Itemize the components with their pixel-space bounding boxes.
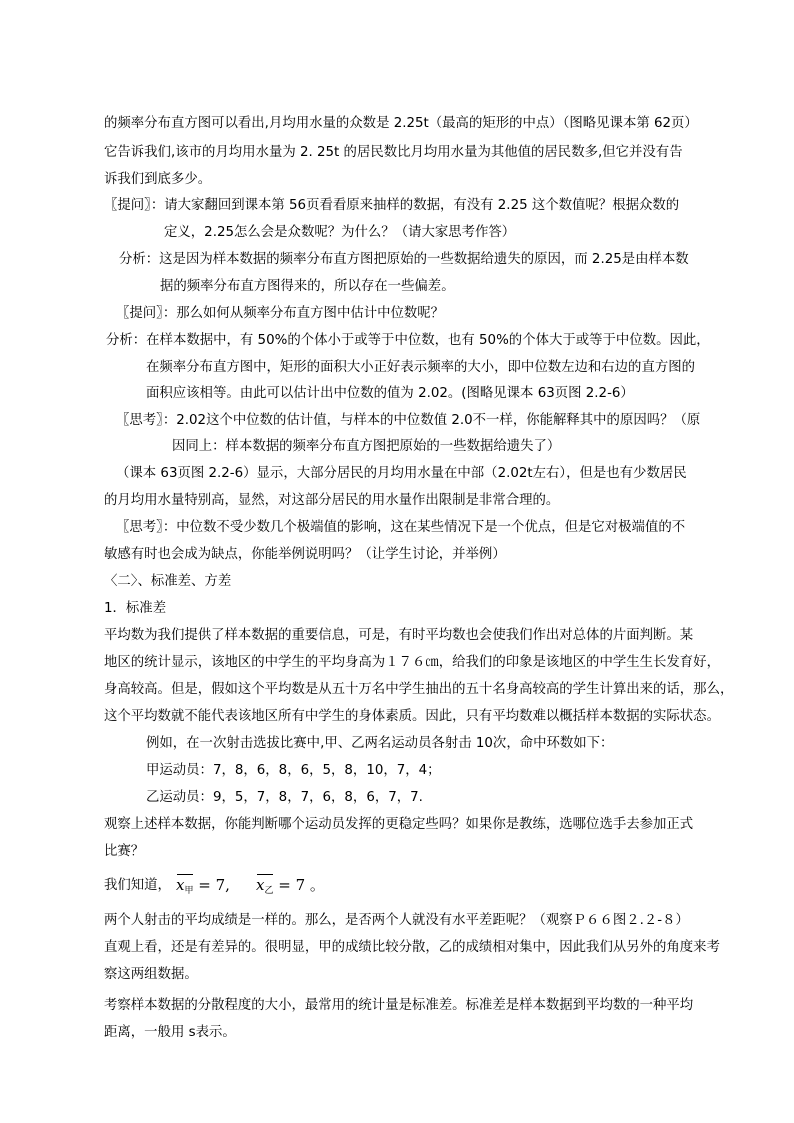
text-line: 在频率分布直方图中，矩形的面积大小正好表示频率的大小，即中位数左边和右边的直方图的 [146, 360, 696, 375]
text-line: 〖思考〗：中位数不受少数几个极端值的影响，这在某些情况下是一个优点，但是它对极端值的不 [116, 520, 686, 535]
text-line: 它告诉我们,该市的月均用水量为 2. 25t 的居民数比月均用水量为其他值的居民数多,但它并没有告 [104, 145, 683, 160]
subsection-heading: 1．标准差 [104, 601, 167, 616]
text-line: 例如，在一次射击选拔比赛中,甲、乙两名运动员各射击 10次，命中环数如下： [146, 736, 614, 751]
text-line: 地区的统计显示，该地区的中学生的平均身高为１７６㎝，给我们的印象是该地区的中学生生长发育好， [104, 655, 720, 670]
text-line: 面积应该相等。由此可以估计出中位数的值为 2.02。(图略见课本 63页图 2.2-6） [146, 386, 634, 401]
text-line: 〖提问〗：那么如何从频率分布直方图中估计中位数呢？ [116, 306, 445, 321]
text-line: 〖提问〗：请大家翻回到课本第 56页看看原来抽样的数据，有没有 2.25 这个数值呢？根据众数的 [104, 198, 680, 213]
text-line: 因同上：样本数据的频率分布直方图把原始的一些数据给遗失了） [172, 439, 561, 454]
text-line: 的月均用水量特别高，显然，对这部分居民的用水量作出限制是非常合理的。 [104, 493, 560, 508]
text-line: 分析：这是因为样本数据的频率分布直方图把原始的一些数据给遗失的原因，而 2.25是由样本数 [119, 252, 689, 267]
text-line: 〖思考〗：2.02这个中位数的估计值，与样本的中位数值 2.0不一样，你能解释其中的原因吗？（原 [116, 413, 701, 428]
data-line-athlete-b: 乙运动员：9，5，7，8，7，6，8，6，7，7. [146, 790, 423, 805]
text-line: 直观上看，还是有差异的。很明显，甲的成绩比较分散，乙的成绩相对集中，因此我们从另外的角度来考 [104, 940, 720, 955]
text-line: 距离，一般用 s表示。 [104, 1025, 236, 1040]
section-heading: 〈二〉、标准差、方差 [104, 574, 232, 589]
text-line: 观察上述样本数据，你能判断哪个运动员发挥的更稳定些吗？如果你是教练，选哪位选手去参加正式 [104, 817, 694, 832]
mean-formula-a: $x_甲 = 7$, [176, 875, 230, 901]
data-line-athlete-a: 甲运动员：7，8，6，8，6，5，8，10，7，4； [146, 763, 441, 778]
mean-formula-b: $x_乙 = 7$ 。 [256, 875, 325, 901]
text-line: 分析：在样本数据中，有 50%的个体小于或等于中位数，也有 50%的个体大于或等于中位数。因此， [106, 333, 710, 348]
text-line: 这个平均数就不能代表该地区所有中学生的身体素质。因此，只有平均数难以概括样本数据的实际状态。 [104, 709, 720, 724]
text-line: 诉我们到底多少。 [104, 172, 212, 187]
text-line: 定义，2.25怎么会是众数呢？为什么？（请大家思考作答） [164, 225, 516, 240]
text-line: 考察样本数据的分散程度的大小，最常用的统计量是标准差。标准差是样本数据到平均数的一种平均 [104, 998, 694, 1013]
text-line: 据的频率分布直方图得来的，所以存在一些偏差。 [160, 279, 455, 294]
text-line: 两个人射击的平均成绩是一样的。那么，是否两个人就没有水平差距呢？（观察Ｐ６６图２.２-８） [104, 913, 689, 928]
text-line: 的频率分布直方图可以看出,月均用水量的众数是 2.25t（最高的矩形的中点）（图略见课本第 62页） [104, 116, 698, 131]
text-line: （课本 63页图 2.2-6）显示，大部分居民的月均用水量在中部（2.02t左右），但是也有少数居民 [116, 466, 687, 481]
text-line: 比赛？ [104, 844, 145, 859]
mean-symbol-a: $x_甲$ [176, 875, 193, 901]
mean-symbol-b: $x_乙$ [256, 875, 273, 901]
text-line: 身高较高。但是，假如这个平均数是从五十万名中学生抽出的五十名身高较高的学生计算出来的话，那么， [104, 682, 734, 697]
text-line: 我们知道， [104, 878, 171, 893]
text-line: 敏感有时也会成为缺点，你能举例说明吗？（让学生讨论，并举例） [104, 547, 506, 562]
text-line: 平均数为我们提供了样本数据的重要信息，可是，有时平均数也会使我们作出对总体的片面判断。某 [104, 628, 694, 643]
text-line: 察这两组数据。 [104, 967, 198, 982]
